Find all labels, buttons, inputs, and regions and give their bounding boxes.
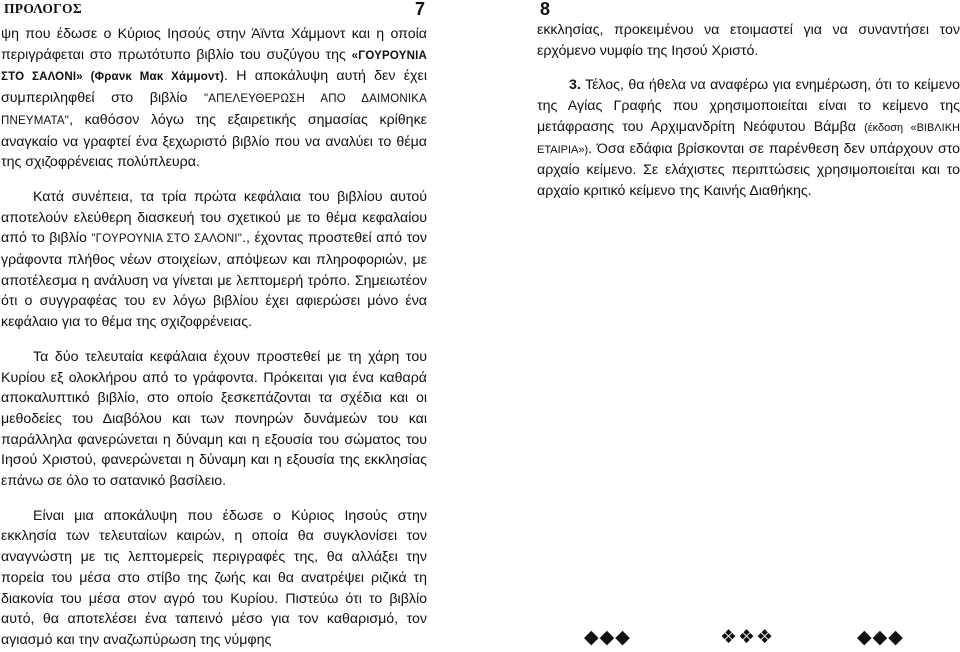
paragraph-3: Τα δύο τελευταία κεφάλαια έχουν προστεθεί με τη χάρη του Κυρίου εξ ολοκλήρου από το γράφοντα. Πρόκειται για ένα καθαρά αποκαλυπτικό βιβλίο, στο οποίο ξεσκεπάζονται τα σχέδια και οι μεθοδείες του Διαβόλου και των πονηρών δυνάμεών του και παράλληλα φανερώνεται η δύναμη και η εξουσία του σώματος του Ιησού Χριστού, φανερώνεται η δύναμη και η εξουσία της εκκλησίας επάνω σε όλο το σατανικό βασίλειο. <box>1 348 427 490</box>
paragraph-note-3: 3. Τέλος, θα ήθελα να αναφέρω για ενημέρωση, ότι το κείμενο της Αγίας Γραφής που χρησιμοποιείται είναι το κείμενο της μετάφρασης του Αρχιμανδρίτη Νεόφυτου Βάμβα (έκδοση «ΒΙΒΛΙΚΗ ΕΤΑΙΡΙΑ»). Όσα εδάφια βρίσκονται σε παρένθεση δεν υπάρχουν στο αρχαίο κείμενο. Σε ελάχιστες περιπτώσεις χρησιμοποιείται και το αρχαίο κριτικό κείμενο της Καινής Διαθήκης. <box>537 77 960 199</box>
diamond-ornament-icon: ◆◆◆ <box>857 627 904 648</box>
page-number: 8 <box>540 0 551 19</box>
flower-ornament-icon: ❖❖❖ <box>720 627 775 648</box>
book-title-bold: «ΓΟΥΡΟΥΝΙΑ ΣΤΟ ΣΑΛΟΝΙ» (Φρανκ Μακ Χάμμοντ) <box>1 49 427 84</box>
left-page <box>0 0 427 652</box>
running-title: ΠΡΟΛΟΓΟΣ <box>4 1 82 16</box>
page-number: 7 <box>414 0 425 19</box>
paragraph-4: Είναι μια αποκάλυψη που έδωσε ο Κύριος Ιησούς στην εκκλησία των τελευταίων καιρών, η οποία θα συγκλονίσει τον αναγνώστη με τις λεπτομερείς περιγραφές της, θα αλλάξει την πορεία του μέσα στο στίβο της ζωής και θα ανατρέψει ριζικά τη διακονία του μέσα στον αγρό του Κυρίου. Πιστεύω ότι το βιβλίο αυτό, θα αποτελέσει ένα ταπεινό μέσο για τον καθαρισμό, τον αγιασμό και την αναζωπύρωση της νύμφης <box>1 507 427 648</box>
paragraph-continued: εκκλησίας, προκειμένου να ετοιμαστεί για να συναντήσει τον ερχόμενο νυμφίο της Ιησού Χριστό. <box>537 22 960 59</box>
book-title: "ΑΠΕΛΕΥΘΕΡΩΣΗ ΑΠΟ ΔΑΙΜΟΝΙΚΑ ΠΝΕΥΜΑΤΑ" <box>1 93 427 127</box>
right-page <box>537 0 960 652</box>
diamond-ornament-icon: ◆◆◆ <box>584 627 631 648</box>
note-number: 3. <box>569 77 581 94</box>
paragraph-1: ψη που έδωσε ο Κύριος Ιησούς στην Άϊντα Χάμμοντ και η οποία περιγράφεται στο πρωτότυπο βιβλίο του συζύγου της «ΓΟΥΡΟΥΝΙΑ ΣΤΟ ΣΑΛΟΝΙ» (Φρανκ Μακ Χάμμοντ). Η αποκάλυψη αυτή δεν έχει συμπεριληφθεί στο βιβλίο "ΑΠΕΛΕΥΘΕΡΩΣΗ ΑΠΟ ΔΑΙΜΟΝΙΚΑ ΠΝΕΥΜΑΤΑ", καθόσον λόγω της εξαιρετικής σημασίας κρίθηκε αναγκαίο να γραφτεί ένα ξεχωριστό βιβλίο που να αναλύει το θέμα της σχιζοφρένειας πολύπλευρα. <box>1 26 427 171</box>
book-title: "ΓΟΥΡΟΥΝΙΑ ΣΤΟ ΣΑΛΟΝΙ" <box>91 233 243 246</box>
right-page-header <box>537 0 960 20</box>
edition-note: (έκδοση «ΒΙΒΛΙΚΗ ΕΤΑΙΡΙΑ») <box>537 121 960 156</box>
paragraph-2: Κατά συνέπεια, τα τρία πρώτα κεφάλαια του βιβλίου αυτού αποτελούν ελεύθερη διασκευή του σχετικού με το θέμα κεφαλαίου από το βιβλίο "ΓΟΥΡΟΥΝΙΑ ΣΤΟ ΣΑΛΟΝΙ"., έχοντας προστεθεί από τον γράφοντα πλήθος νέων στοιχείων, απόψεων και πληροφοριών, με αποτέλεσμα η ανάλυση να γίνεται με λεπτομερή τρόπο. Σημειωτέον ότι ο συγγραφέας του εν λόγω βιβλίου έχει αφιερώσει μόνο ένα κεφάλαιο για το θέμα της σχιζοφρένειας. <box>1 188 427 331</box>
left-page-header <box>1 0 427 20</box>
